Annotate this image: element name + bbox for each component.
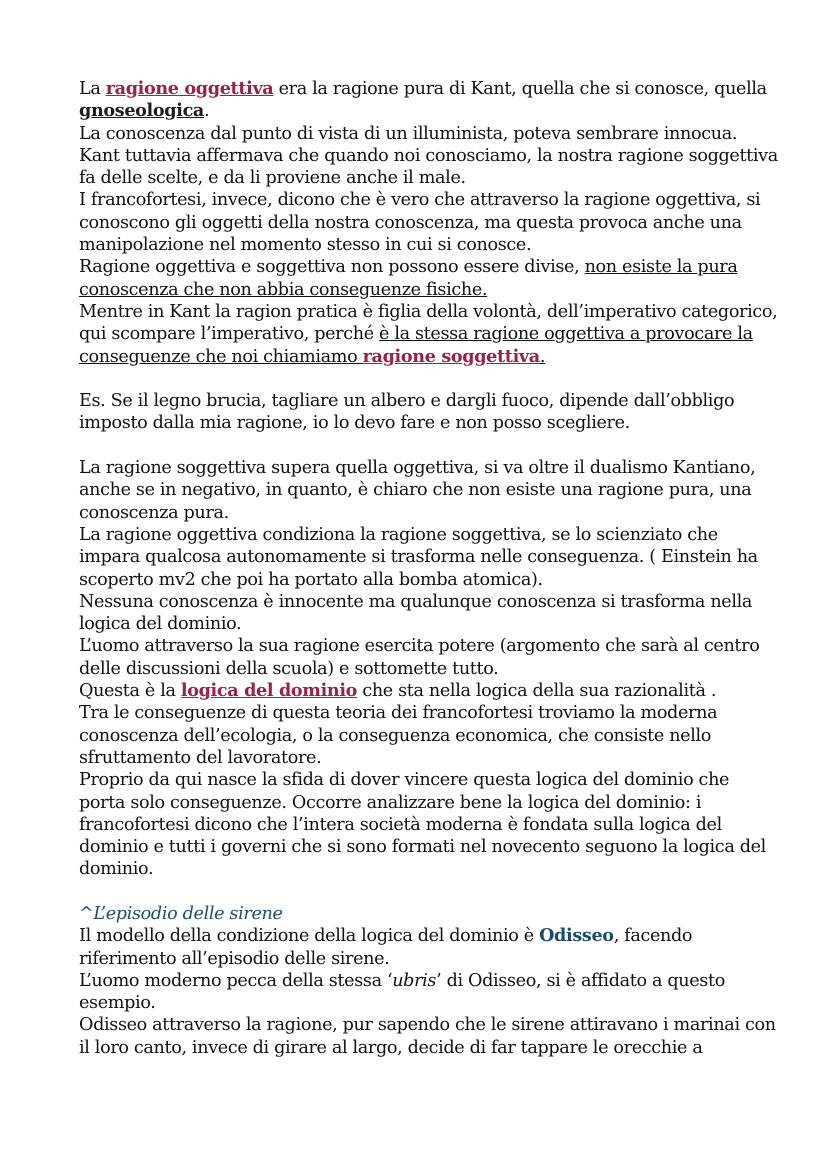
text: Ragione oggettiva e soggettiva non possono essere divise, xyxy=(79,257,585,278)
paragraph-dualismo: La ragione soggettiva supera quella oggettiva, si va oltre il dualismo Kantiano, anche se in negativo, in quanto, è chiaro che non esiste una ragione pura, una conoscenza pura. xyxy=(79,458,756,523)
paragraph-scienziato: La ragione oggettiva condiziona la ragione soggettiva, se lo scienziato che impara qualcosa autonomamente si trasforma nelle conseguenza. ( Einstein ha scoperto mv2 che poi ha portato alla bomba atomica). xyxy=(79,524,758,590)
text: Mentre in Kant la ragion pratica è figlia della volontà, dell’imperativo categorico, qui scompare l’imperativo, perché xyxy=(79,301,778,345)
blank-line xyxy=(79,881,778,903)
paragraph-potere: L’uomo attraverso la sua ragione esercita potere (argomento che sarà al centro delle discussioni della scuola) e sottomette tutto. xyxy=(79,636,760,679)
text: . xyxy=(203,101,210,122)
paragraph-ragion-pratica xyxy=(79,301,778,368)
paragraph-innocente: Nessuna conoscenza è innocente ma qualunque conoscenza si trasforma nella logica del dominio. xyxy=(79,591,753,635)
text: La xyxy=(79,79,106,99)
paragraph-sirene: Odisseo attraverso la ragione, pur sapendo che le sirene attiravano i marinai con il loro canto, invece di girare al largo, decide di far tappare le orecchie a xyxy=(79,1015,776,1058)
keyword-ragione-oggettiva: ragione oggettiva xyxy=(105,78,274,99)
paragraph-kant: Kant tuttavia affermava che quando noi conosciamo, la nostra ragione soggettiva fa delle scelte, e da li proviene anche il male. xyxy=(79,145,778,189)
underlined-text-end: . xyxy=(539,346,546,367)
text: che sta nella logica della sua razionalità . xyxy=(357,681,717,702)
section-heading: ^L’episodio delle sirene xyxy=(79,903,283,924)
text: ’ di Odisseo, si è affidato a questo esempio. xyxy=(79,970,725,1014)
paragraph-esempio: Es. Se il legno brucia, tagliare un albero e dargli fuoco, dipende dall’obbligo imposto dalla mia ragione, io lo devo fare e non posso scegliere. xyxy=(79,391,735,434)
text: era la ragione pura di Kant, quella che si conosce, quella xyxy=(273,79,767,99)
keyword-logica-del-dominio: logica del dominio xyxy=(180,680,358,702)
paragraph-francofortesi: I francofortesi, invece, dicono che è vero che attraverso la ragione oggettiva, si conoscono gli oggetti della nostra conoscenza, ma questa provoca anche una manipolazione nel momento stesso in cui si conosce. xyxy=(79,190,761,256)
underlined-text: è la stessa ragione oggettiva a provocare la conseguenze che noi chiamiamo xyxy=(79,324,753,367)
paragraph-divise xyxy=(79,256,778,301)
text: Il modello della condizione della logica del dominio è xyxy=(79,926,540,947)
blank-line xyxy=(79,368,778,390)
blank-line xyxy=(79,435,778,457)
text: L’uomo moderno pecca della stessa ‘ xyxy=(79,970,393,991)
paragraph-sfida: Proprio da qui nasce la sfida di dover vincere questa logica del dominio che porta solo conseguenze. Occorre analizzare bene la logica del dominio: i francofortesi dicono che l’intera società moderna è fondata sulla logica del dominio e tutti i governi che si sono formati nel novecento seguono la logica del dominio. xyxy=(79,770,766,880)
text: , facendo riferimento all’episodio delle sirene. xyxy=(79,926,693,969)
keyword-odisseo: Odisseo xyxy=(539,925,614,947)
underlined-text: non esiste la pura conoscenza che non abbia conseguenze fisiche. xyxy=(79,257,738,300)
keyword-gnoseologica: gnoseologica xyxy=(79,100,204,122)
keyword-ragione-soggettiva: ragione soggettiva xyxy=(362,345,540,367)
italic-ubris: ubris xyxy=(392,970,437,991)
paragraph-ubris xyxy=(79,970,778,1015)
paragraph-logica-dominio xyxy=(79,680,778,702)
paragraph-ecologia: Tra le conseguenze di questa teoria dei francofortesi troviamo la moderna conoscenza dell’ecologia, o la conseguenza economica, che consiste nello sfruttamento del lavoratore. xyxy=(79,703,718,768)
paragraph-odisseo xyxy=(79,925,778,970)
paragraph-illuminista: La conoscenza dal punto di vista di un illuminista, poteva sembrare innocua. xyxy=(79,123,738,144)
text: Questa è la xyxy=(79,681,181,702)
paragraph-ragione-oggettiva xyxy=(79,78,778,123)
